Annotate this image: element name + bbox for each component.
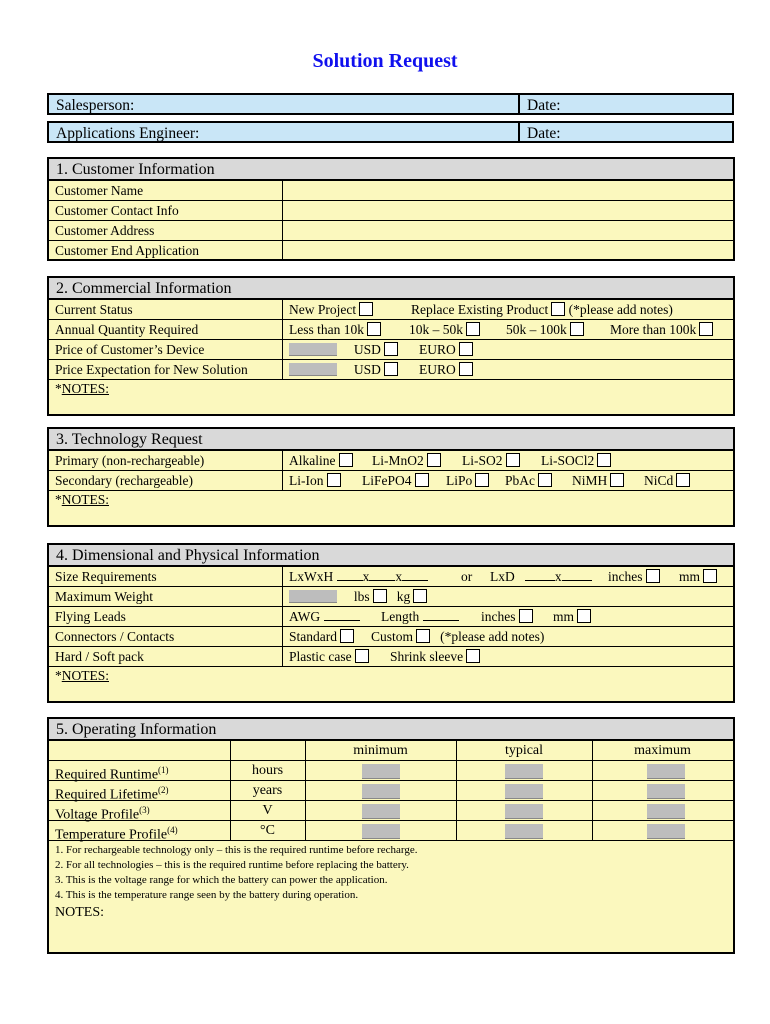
nicd-checkbox[interactable] [676, 473, 690, 487]
notes-field[interactable] [49, 903, 733, 921]
row-label: Annual Quantity Required [55, 322, 199, 337]
form-row[interactable] [49, 221, 733, 241]
maximum-input[interactable] [647, 784, 685, 799]
typical-input[interactable] [505, 784, 543, 799]
notes-field[interactable]: *NOTES: [55, 381, 109, 396]
notes-field[interactable]: *NOTES: [55, 668, 109, 683]
salesperson-label: Salesperson: [56, 97, 135, 114]
maximum-input[interactable] [647, 764, 685, 779]
typical-input[interactable] [505, 764, 543, 779]
alkaline-checkbox[interactable] [339, 453, 353, 467]
typical-input[interactable] [505, 804, 543, 819]
section-title: 1. Customer Information [49, 159, 733, 181]
row-label: Current Status [55, 302, 133, 317]
row-label: Maximum Weight [55, 589, 154, 604]
option-label: Li-Ion [289, 473, 324, 488]
technology-request-section [47, 427, 735, 527]
x-separator: x [395, 569, 403, 584]
notes-label: NOTES: [55, 905, 104, 920]
minimum-input[interactable] [362, 784, 400, 799]
option-label: Li-SOCl2 [541, 453, 595, 468]
option-label: LxD [490, 569, 515, 584]
kg-checkbox[interactable] [413, 589, 427, 603]
option-label: kg [396, 589, 411, 604]
diameter-input[interactable] [562, 580, 592, 581]
height-input[interactable] [402, 580, 428, 581]
option-label: NiCd [644, 473, 674, 488]
option-label: Custom [371, 629, 414, 644]
or-text: or [461, 569, 473, 584]
more-100k-checkbox[interactable] [699, 322, 713, 336]
option-label: inches [481, 609, 516, 624]
date-label: Date: [527, 125, 561, 142]
mm-checkbox[interactable] [577, 609, 591, 623]
length-input[interactable] [525, 580, 555, 581]
row-label: Hard / Soft pack [55, 649, 144, 664]
50k-100k-checkbox[interactable] [570, 322, 584, 336]
option-label: Length [381, 609, 420, 624]
less-10k-checkbox[interactable] [367, 322, 381, 336]
shrink-sleeve-checkbox[interactable] [466, 649, 480, 663]
notes-label: NOTES: [61, 668, 109, 683]
x-separator: x [362, 569, 370, 584]
applications-engineer-row [47, 121, 734, 143]
custom-checkbox[interactable] [416, 629, 430, 643]
plastic-case-checkbox[interactable] [355, 649, 369, 663]
option-label: mm [553, 609, 575, 624]
page-title: Solution Request [312, 50, 458, 72]
option-label: LiPo [446, 473, 473, 488]
customer-information-section [47, 157, 735, 261]
row-label: Secondary (rechargeable) [55, 473, 194, 488]
row-label: Price of Customer’s Device [55, 342, 205, 357]
width-input[interactable] [369, 580, 395, 581]
option-label: 10k – 50k [409, 322, 463, 337]
footnote-ref: (3) [139, 805, 150, 815]
applications-engineer-label: Applications Engineer: [56, 125, 200, 142]
pack-row [49, 647, 733, 667]
size-row [49, 567, 733, 587]
row-label: Primary (non-rechargeable) [55, 453, 205, 468]
unit: hours [251, 763, 284, 778]
table-row [49, 781, 733, 801]
footnote: 4. This is the temperature range seen by the battery during operation. [55, 889, 359, 901]
primary-row [49, 451, 733, 471]
10k-50k-checkbox[interactable] [466, 322, 480, 336]
price-input[interactable] [289, 343, 337, 356]
col-minimum: minimum [353, 743, 408, 758]
row-label: Customer Contact Info [55, 203, 179, 218]
usd-checkbox[interactable] [384, 362, 398, 376]
minimum-input[interactable] [362, 804, 400, 819]
option-label: 50k – 100k [506, 322, 567, 337]
table-header-row [49, 741, 733, 761]
lipo-checkbox[interactable] [475, 473, 489, 487]
flying-leads-row [49, 607, 733, 627]
inches-checkbox[interactable] [519, 609, 533, 623]
row-label: Size Requirements [55, 569, 157, 584]
inches-checkbox[interactable] [646, 569, 660, 583]
secondary-row [49, 471, 733, 491]
length-input[interactable] [423, 620, 459, 621]
notes-label: NOTES: [61, 381, 109, 396]
row-label: Required Lifetime [55, 787, 159, 803]
option-label: Shrink sleeve [390, 649, 464, 664]
minimum-input[interactable] [362, 824, 400, 839]
unit: V [262, 803, 273, 818]
li-socl2-checkbox[interactable] [597, 453, 611, 467]
form-row[interactable] [49, 241, 733, 261]
row-label: Required Runtime [55, 767, 159, 783]
unit: years [252, 783, 283, 798]
li-so2-checkbox[interactable] [506, 453, 520, 467]
option-label: Li-SO2 [462, 453, 503, 468]
weight-row [49, 587, 733, 607]
euro-checkbox[interactable] [459, 362, 473, 376]
option-label: Less than 10k [289, 322, 364, 337]
row-label: Voltage Profile [55, 807, 140, 823]
footnotes [49, 841, 733, 903]
li-mno2-checkbox[interactable] [427, 453, 441, 467]
price-device-row [49, 340, 733, 360]
option-label: inches [608, 569, 643, 584]
form-row[interactable] [49, 201, 733, 221]
col-maximum: maximum [634, 743, 691, 758]
euro-checkbox[interactable] [459, 342, 473, 356]
lbs-checkbox[interactable] [373, 589, 387, 603]
option-label: Plastic case [289, 649, 352, 664]
option-label: Li-MnO2 [372, 453, 424, 468]
section-title: 5. Operating Information [49, 719, 733, 741]
replace-existing-checkbox[interactable] [551, 302, 565, 316]
mm-checkbox[interactable] [703, 569, 717, 583]
option-label: Alkaline [289, 453, 336, 468]
option-label: EURO [419, 362, 456, 377]
dimensional-physical-section [47, 543, 735, 703]
date-label: Date: [527, 97, 561, 114]
option-label: USD [353, 362, 381, 377]
row-label: Price Expectation for New Solution [55, 362, 248, 377]
li-ion-checkbox[interactable] [327, 473, 341, 487]
row-label: Temperature Profile [55, 827, 168, 843]
row-label: Connectors / Contacts [55, 629, 175, 644]
col-typical: typical [504, 743, 544, 758]
standard-checkbox[interactable] [340, 629, 354, 643]
option-label: lbs [353, 589, 370, 604]
option-label: Replace Existing Product [411, 302, 549, 317]
notes-field[interactable]: *NOTES: [55, 492, 109, 507]
form-row[interactable] [49, 181, 733, 201]
option-label: LxWxH [289, 569, 334, 584]
row-label: Flying Leads [55, 609, 126, 624]
table-row [49, 821, 733, 841]
price-expectation-row [49, 360, 733, 380]
length-input[interactable] [337, 580, 363, 581]
unit: °C [260, 823, 275, 838]
option-label: EURO [419, 342, 456, 357]
hint-text: (*please add notes) [568, 302, 673, 317]
commercial-information-section [47, 276, 735, 416]
hint-text: (*please add notes) [440, 629, 545, 644]
row-label: Customer End Application [55, 243, 199, 258]
usd-checkbox[interactable] [384, 342, 398, 356]
footnote: 2. For all technologies – this is the required runtime before replacing the battery. [55, 859, 409, 871]
nimh-checkbox[interactable] [610, 473, 624, 487]
typical-input[interactable] [505, 824, 543, 839]
lifepo4-checkbox[interactable] [415, 473, 429, 487]
maximum-input[interactable] [647, 824, 685, 839]
new-project-checkbox[interactable] [359, 302, 373, 316]
price-input[interactable] [289, 363, 337, 376]
x-separator: x [554, 569, 562, 584]
option-label: PbAc [505, 473, 535, 488]
option-label: Standard [289, 629, 337, 644]
option-label: More than 100k [610, 322, 697, 337]
section-title: 4. Dimensional and Physical Information [49, 545, 733, 567]
footnote-ref: (2) [158, 785, 169, 795]
connectors-row [49, 627, 733, 647]
row-label: Customer Name [55, 183, 144, 198]
table-row [49, 801, 733, 821]
operating-information-section [47, 717, 735, 954]
maximum-input[interactable] [647, 804, 685, 819]
section-title: 2. Commercial Information [49, 278, 733, 300]
annual-quantity-row [49, 320, 733, 340]
current-status-row [49, 300, 733, 320]
notes-label: NOTES: [61, 492, 109, 507]
row-label: Customer Address [55, 223, 155, 238]
option-label: USD [353, 342, 381, 357]
table-row [49, 761, 733, 781]
weight-input[interactable] [289, 590, 337, 603]
option-label: LiFePO4 [362, 473, 412, 488]
minimum-input[interactable] [362, 764, 400, 779]
option-label: New Project [289, 302, 357, 317]
awg-input[interactable] [324, 620, 360, 621]
option-label: NiMH [572, 473, 608, 488]
pbac-checkbox[interactable] [538, 473, 552, 487]
footnote-ref: (1) [158, 765, 169, 775]
salesperson-row [47, 93, 734, 115]
footnote: 3. This is the voltage range for which the battery can power the application. [55, 874, 388, 886]
footnote: 1. For rechargeable technology only – this is the required runtime before recharge. [55, 844, 418, 856]
footnote-ref: (4) [167, 825, 178, 835]
option-label: AWG [289, 609, 321, 624]
section-title: 3. Technology Request [49, 429, 733, 451]
option-label: mm [679, 569, 701, 584]
